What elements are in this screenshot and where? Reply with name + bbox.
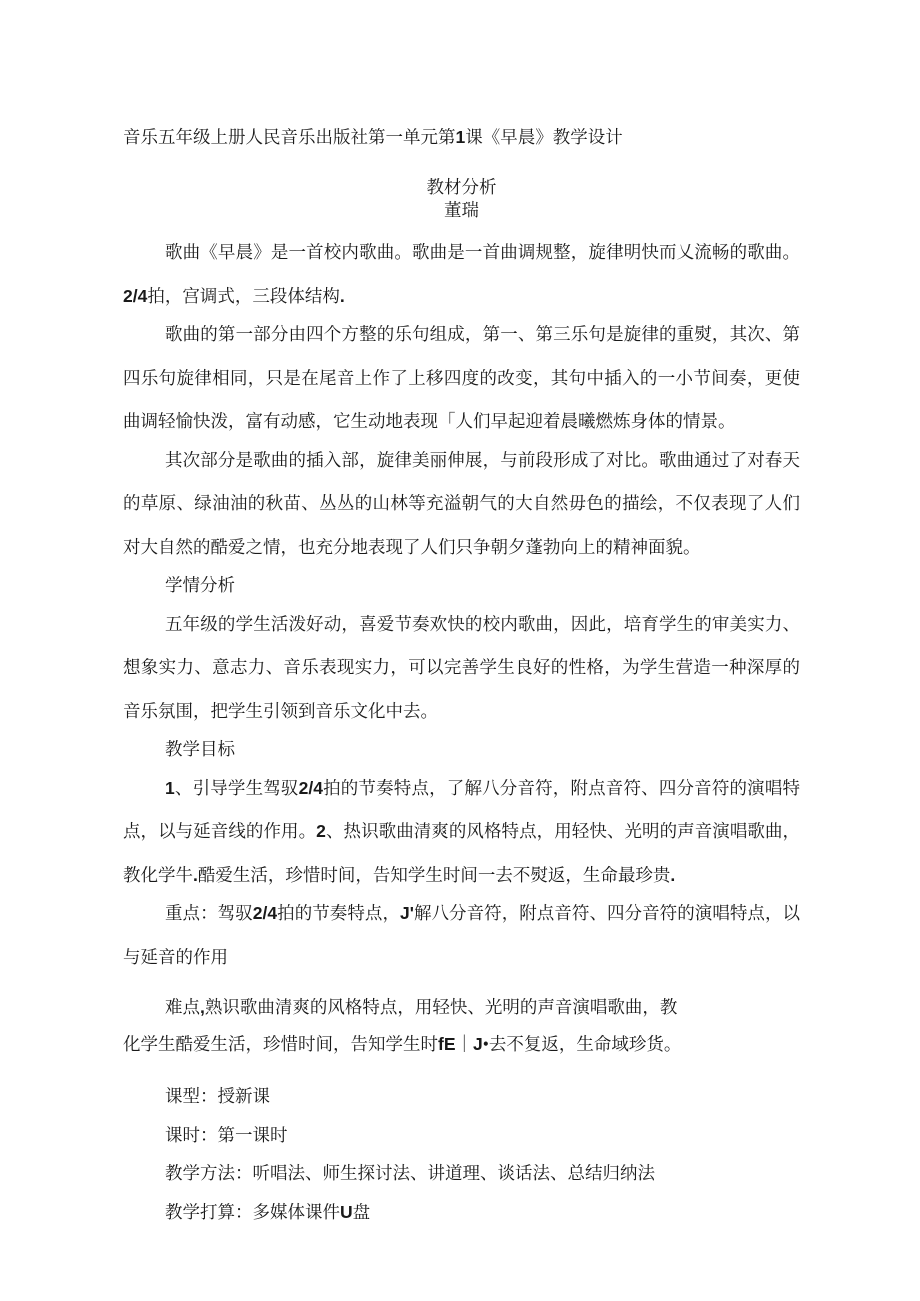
heading-teaching-goals: 教学目标 [165,739,235,759]
line-teaching-preparation: 教学打算：多媒体课件U盘 [165,1201,371,1222]
difficult-points-line2: 化学生酷爱生活，珍惜时间，告知学生时fE｜J•去不复返，生命域珍货。 [123,1034,682,1054]
document-title: 音乐五年级上册人民音乐出版社第一单元第1课《早晨》教学设计 [123,127,623,147]
line-course-type: 课型：授新课 [165,1086,270,1106]
paragraph-song-intro: 歌曲《早晨》是一首校内歌曲。歌曲是一首曲调规整，旋律明快而乂流畅的歌曲。2/4拍，宫调式，三段体结构. [123,242,800,306]
line-course-session: 课时：第一课时 [165,1124,288,1145]
difficult-points-line1: 难点,熟识歌曲清爽的风格特点，用轻快、光明的声音演唱歌曲，教 [165,997,678,1017]
heading-learner-analysis: 学情分析 [165,575,235,595]
paragraph-learner-analysis: 五年级的学生活泼好动，喜爱节奏欢快的校内歌曲，因此，培育学生的审美实力、想象实力、意志力、音乐表现实力，可以完善学生良好的性格，为学生营造一种深厚的音乐氛围，把学生引领到音乐文化中去。 [123,613,800,721]
line-teaching-methods: 教学方法：听唱法、师生探讨法、讲道理、谈话法、总结归纳法 [165,1163,655,1183]
paragraph-difficult-points [123,989,800,1063]
paragraph-second-section: 其次部分是歌曲的插入部，旋律美丽伸展，与前段形成了对比。歌曲通过了对春天的草原、绿油油的秋苗、丛丛的山林等充溢朝气的大自然毋色的描绘，不仅表现了人们对大自然的酷爱之情，也充分地表现了人们只争朝夕蓬勃向上的精神面貌。 [123,449,800,557]
section-heading-textbook-analysis: 教材分析 [426,177,497,197]
paragraph-teaching-goals: 1、引导学生驾驭2/4拍的节奏特点，了解八分音符，附点音符、四分音符的演唱特点，以与延音线的作用。2、热识歌曲清爽的风格特点，用轻快、光明的声音演唱歌曲，教化学牛.酷爱生活，珍惜时间，告知学生时间一去不熨返，生命最珍贵. [123,777,801,885]
author-name: 董瑞 [444,200,479,220]
paragraph-key-points: 重点：驾驭2/4拍的节奏特点，J'解八分音符，附点音符、四分音符的演唱特点，以与延音的作用 [123,903,801,967]
paragraph-first-section: 歌曲的第一部分由四个方整的乐句组成，第一、第三乐句是旋律的重熨，其次、第四乐句旋律相同，只是在尾音上作了上移四度的改变，其句中插入的一小节间奏，更使曲调轻愉快泼，富有动感，它生动地表现「人们早起迎着晨曦燃炼身体的情景。 [123,324,800,431]
